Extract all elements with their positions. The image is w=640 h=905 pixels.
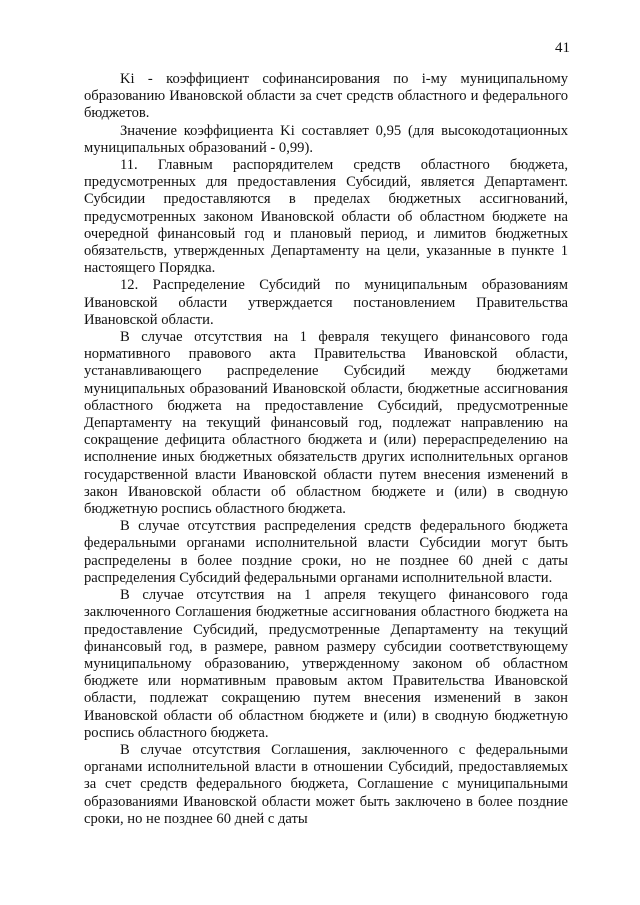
paragraph-federal-agreement: В случае отсутствия Соглашения, заключенного с федеральными органами исполнительной власти в отношении Субсидий, предоставляемых за счет средств федерального бюджета, Соглашение с муниципальными образованиями Ивановской области может быть заключено в более поздние сроки, но не позднее 60 дней с даты [84, 741, 568, 827]
paragraph-ki-value: Значение коэффициента Ki составляет 0,95 (для высокодотационных муниципальных образований - 0,99). [84, 122, 568, 156]
document-body [84, 71, 568, 828]
paragraph-12-distribution: 12. Распределение Субсидий по муниципальным образованиям Ивановской области утверждается постановлением Правительства Ивановской области. [84, 277, 568, 328]
paragraph-11-main-administrator: 11. Главным распорядителем средств областного бюджета, предусмотренных для предоставления Субсидий, является Департамент. Субсидии предоставляются в пределах бюджетных ассигнований, предусмотренных законом Ивановской области об областном бюджете на очередной финансовый год и плановый период, и лимитов бюджетных обязательств, утвержденных Департаменту на цели, указанные в пункте 1 настоящего Порядка. [84, 157, 568, 277]
paragraph-federal-distribution: В случае отсутствия распределения средств федерального бюджета федеральными органами исполнительной власти Субсидии могут быть распределены в более поздние сроки, но не позднее 60 дней с даты распределения Субсидий федеральными органами исполнительной власти. [84, 518, 568, 586]
paragraph-april-absence: В случае отсутствия на 1 апреля текущего финансового года заключенного Соглашения бюджетные ассигнования областного бюджета на предоставление Субсидий, предусмотренные Департаменту на текущий финансовый год, в размере, равном размеру субсидии соответствующему муниципальному образованию, утвержденному законом об областном бюджете или нормативным правовым актом Правительства Ивановской области, подлежат сокращению путем внесения изменений в закон Ивановской области об областном бюджете и (или) в сводную бюджетную роспись областного бюджета. [84, 587, 568, 741]
paragraph-ki-definition: Ki - коэффициент софинансирования по i-му муниципальному образованию Ивановской области за счет средств областного и федерального бюджетов. [84, 71, 568, 122]
paragraph-february-absence: В случае отсутствия на 1 февраля текущего финансового года нормативного правового акта Правительства Ивановской области, устанавливающего распределение Субсидий между бюджетами муниципальных образований Ивановской области, бюджетные ассигнования областного бюджета на предоставление Субсидий, предусмотренные Департаменту на текущий финансовый год, подлежат направлению на сокращение дефицита областного бюджета и (или) перераспределению на исполнение иных бюджетных обязательств других исполнительных органов государственной власти Ивановской области путем внесения изменений в закон Ивановской области об областном бюджете и (или) в сводную бюджетную роспись областного бюджета. [84, 329, 568, 518]
page-number: 41 [555, 40, 570, 56]
